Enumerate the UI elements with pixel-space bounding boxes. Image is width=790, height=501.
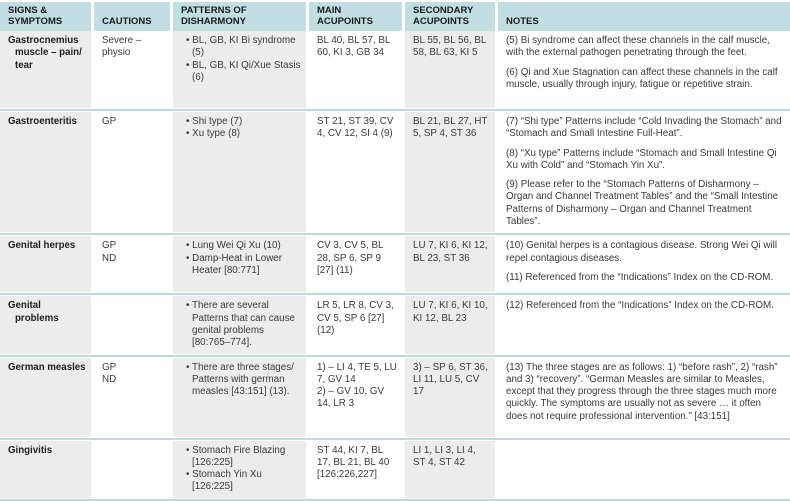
cell-notes	[498, 441, 790, 498]
cell-notes	[498, 296, 790, 353]
pattern-item: • Stomach Yin Xu [126:225]	[181, 469, 301, 494]
cell-main-acupoints	[309, 31, 402, 108]
cell-notes	[498, 236, 790, 292]
note-paragraph: (8) “Xu type” Patterns include “Stomach and Small Intestine Qi Xu with Cold” and “Stomach Yin Xu”.	[506, 147, 777, 171]
cell-signs	[0, 358, 91, 437]
acupoint-group: 3) – SP 6, ST 36, LI 11, LU 5, CV 17	[413, 361, 488, 398]
cell-patterns	[173, 31, 306, 108]
acupoint-group: LU 7, KI 6, KI 10, KI 12, BL 23	[413, 300, 488, 324]
acupoint-group: 2) – GV 10, GV 14, LR 3	[317, 386, 384, 410]
note-paragraph: (6) Qi and Xue Stagnation can affect these channels in the calf muscle, usually through injury, fatigue or repetitive strain.	[506, 66, 778, 90]
row-divider	[0, 438, 790, 440]
table-row	[0, 296, 790, 353]
column-header-cautions: CAUTIONS	[94, 2, 170, 31]
cell-main-acupoints	[309, 236, 402, 292]
cell-patterns	[173, 112, 306, 232]
acupoint-group: LI 1, LI 3, LI 4, ST 4, ST 42	[413, 444, 476, 468]
row-divider	[0, 293, 790, 295]
cell-secondary-acupoints	[405, 112, 495, 232]
table-header	[0, 2, 790, 31]
caution-item: ND	[102, 373, 117, 385]
pattern-item: • Stomach Fire Blazing [126:225]	[181, 445, 301, 470]
column-header-main: MAIN ACUPOINTS	[309, 2, 402, 31]
signs-label: Gastroenteritis	[8, 116, 77, 127]
table-row	[0, 441, 790, 498]
cell-cautions	[94, 296, 170, 353]
cell-cautions	[94, 441, 170, 498]
cell-patterns	[173, 441, 306, 498]
cell-cautions	[94, 358, 170, 437]
cell-main-acupoints	[309, 296, 402, 353]
row-divider	[0, 499, 790, 501]
caution-item: ND	[102, 252, 117, 264]
cell-main-acupoints	[309, 358, 402, 437]
acupoint-group: BL 21, BL 27, HT 5, SP 4, ST 36	[413, 116, 488, 140]
column-header-patterns: PATTERNS OF DISHARMONY	[173, 2, 306, 31]
cell-patterns	[173, 236, 306, 292]
table-rows	[0, 31, 790, 501]
table-row	[0, 31, 790, 108]
cell-secondary-acupoints	[405, 358, 495, 437]
signs-label: German measles	[8, 361, 86, 373]
cell-main-acupoints	[309, 441, 402, 498]
pattern-item: • Damp-Heat in Lower Heater [80:771]	[181, 253, 301, 278]
pattern-item: • There are several Patterns that can cause genital problems [80:765–774].	[181, 300, 301, 349]
pattern-item: • BL, GB, KI Qi/Xue Stasis (6)	[181, 60, 301, 85]
signs-label: Genital herpes	[8, 240, 76, 252]
cell-cautions	[94, 31, 170, 108]
cell-signs	[0, 112, 91, 232]
cell-cautions	[94, 112, 170, 232]
cell-patterns	[173, 358, 306, 437]
row-divider	[0, 355, 790, 357]
caution-item: GP	[102, 240, 117, 252]
table-row	[0, 236, 790, 292]
table-row	[0, 112, 790, 232]
column-header-secondary: SECONDARY ACUPOINTS	[405, 2, 495, 31]
cell-patterns	[173, 296, 306, 353]
pattern-item: • Shi type (7)	[181, 116, 301, 128]
pattern-item: • There are three stages/ Patterns with german measles [43:151] (13).	[181, 362, 301, 399]
acupoint-group: ST 44, KI 7, BL 17, BL 21, BL 40 [126:226,227]	[317, 444, 390, 481]
row-divider	[0, 233, 790, 235]
note-paragraph: (9) Please refer to the “Stomach Patterns of Disharmony – Organ and Channel Treatment Tables” and the “Small Intestine Patterns of Disharmony – Organ and Channel Treatment Tables”.	[506, 179, 779, 228]
cell-secondary-acupoints	[405, 31, 495, 108]
signs-label: Genital problems	[8, 300, 59, 324]
acupoint-group: LR 5, LR 8, CV 3, CV 5, SP 6 [27] (12)	[317, 300, 394, 336]
caution-item: Severe – physio	[102, 35, 142, 59]
note-paragraph: (10) Genital herpes is a contagious disease. Strong Wei Qi will repel contagious diseases.	[506, 240, 777, 264]
caution-item: GP	[102, 116, 117, 127]
note-paragraph: (13) The three stages are as follows: 1) “before rash”, 2) “rash” and 3) “recovery”. “German Measles are similar to Measles, except that they progress through the three stages much more quickly. The symptoms are usually not as severe … it often does not require professional intervention.” [43:151]	[506, 361, 778, 422]
acupoint-group: BL 55, BL 56, BL 58, BL 63, KI 5	[413, 35, 486, 59]
cell-secondary-acupoints	[405, 296, 495, 353]
cell-notes	[498, 112, 790, 232]
caution-item: GP	[102, 361, 117, 373]
acupoint-group: ST 21, ST 39, CV 4, CV 12, SI 4 (9)	[317, 116, 394, 140]
note-paragraph: (12) Referenced from the “Indications” Index on the CD-ROM.	[506, 300, 774, 312]
row-divider	[0, 109, 790, 111]
column-header-notes: NOTES	[498, 2, 790, 31]
signs-label: Gingivitis	[8, 444, 53, 456]
column-header-signs: SIGNS & SYMPTOMS	[0, 2, 91, 31]
cell-main-acupoints	[309, 112, 402, 232]
note-paragraph: (11) Referenced from the “Indications” Index on the CD-ROM.	[506, 271, 774, 283]
pattern-item: • Xu type (8)	[181, 128, 301, 140]
acupoint-group: LU 7, KI 6, KI 12, BL 23, ST 36	[413, 240, 488, 264]
pattern-item: • Lung Wei Qi Xu (10)	[181, 240, 301, 252]
cell-secondary-acupoints	[405, 236, 495, 292]
pattern-item: • BL, GB, KI Bi syndrome (5)	[181, 35, 301, 60]
cell-cautions	[94, 236, 170, 292]
cell-signs	[0, 296, 91, 353]
cell-signs	[0, 236, 91, 292]
acupoint-group: CV 3, CV 5, BL 28, SP 6, SP 9 [27] (11)	[317, 240, 384, 276]
acupoint-group: 1) – LI 4, TE 5, LU 7, GV 14	[317, 361, 397, 385]
cell-secondary-acupoints	[405, 441, 495, 498]
cell-signs	[0, 31, 91, 108]
cell-signs	[0, 441, 91, 498]
note-paragraph: (5) Bi syndrome can affect these channels in the calf muscle, with the external pathogen penetrating through the feet.	[506, 35, 770, 59]
table-row	[0, 358, 790, 437]
acupoint-group: BL 40, BL 57, BL 60, KI 3, GB 34	[317, 35, 390, 59]
cell-notes	[498, 358, 790, 437]
note-paragraph: (7) “Shi type” Patterns include “Cold Invading the Stomach” and “Stomach and Small Intestine Full-Heat”.	[506, 116, 782, 140]
signs-label: Gastrocnemius muscle – pain/ tear	[8, 35, 82, 71]
cell-notes	[498, 31, 790, 108]
